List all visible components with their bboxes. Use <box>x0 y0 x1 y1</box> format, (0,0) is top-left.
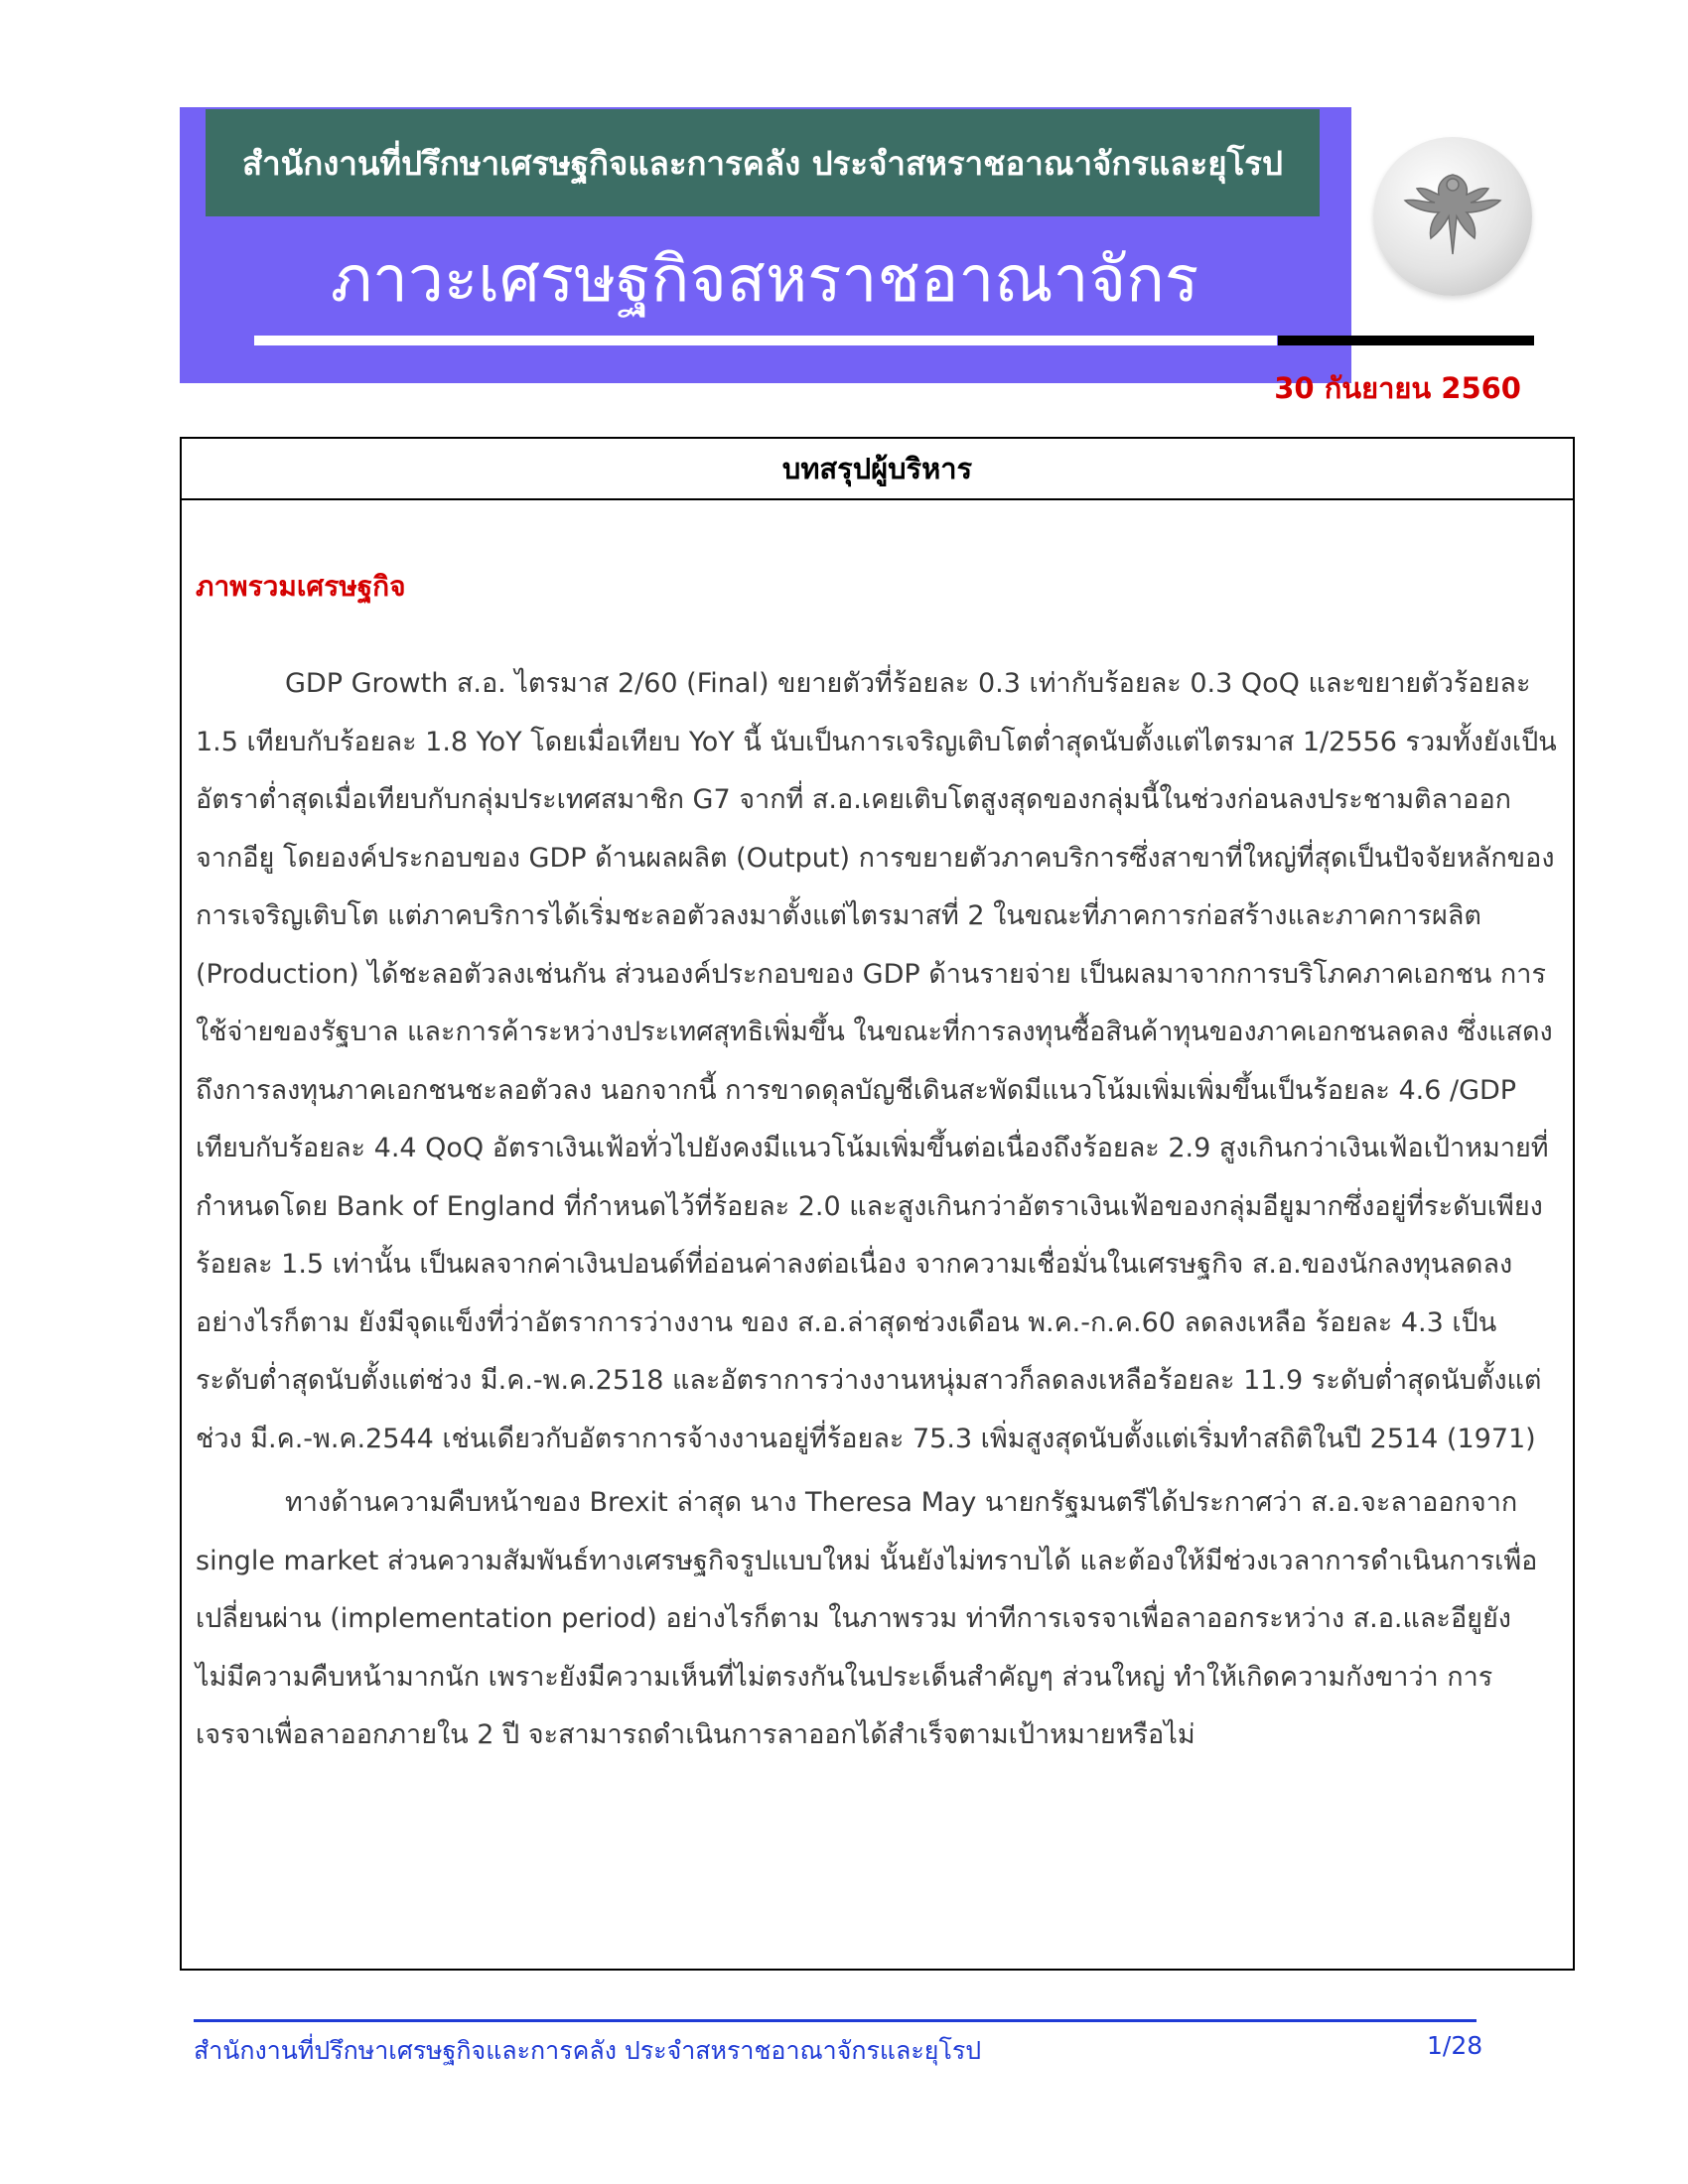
executive-summary-heading: บทสรุปผู้บริหาร <box>182 439 1573 500</box>
garuda-emblem-graphic <box>1373 137 1532 296</box>
title-underline <box>254 336 1277 345</box>
office-name: สำนักงานที่ปรึกษาเศรษฐกิจและการคลัง ประจำสหราชอาณาจักรและยุโรป <box>242 143 1283 183</box>
footer-office-name: สำนักงานที่ปรึกษาเศรษฐกิจและการคลัง ประจำสหราชอาณาจักรและยุโรป <box>194 2036 982 2065</box>
paragraph-brexit <box>196 1474 1558 1765</box>
report-title: ภาวะเศรษฐกิจสหราชอาณาจักร <box>330 243 1199 317</box>
summary-body <box>196 655 1558 1765</box>
section-title-economy-overview: ภาพรวมเศรษฐกิจ <box>196 570 406 603</box>
page-number: 1/28 <box>1427 2031 1483 2060</box>
paragraph-economy-text: GDP Growth ส.อ. ไตรมาส 2/60 (Final) ขยายตัวที่ร้อยละ 0.3 เท่ากับร้อยละ 0.3 QoQ และขยายตัวร้อยละ 1.5 เทียบกับร้อยละ 1.8 YoY โดยเมื่อเทียบ YoY นี้ นับเป็นการเจริญเติบโตต่ำสุดนับตั้งแต่ไตรมาส 1/2556 รวมทั้งยังเป็นอัตราต่ำสุดเมื่อเทียบกับกลุ่มประเทศสมาชิก G7 จากที่ ส.อ.เคยเติบโตสูงสุดของกลุ่มนี้ในช่วงก่อนลงประชามติลาออกจากอียู โดยองค์ประกอบของ GDP ด้านผลผลิต (Output) การขยายตัวภาคบริการซึ่งสาขาที่ใหญ่ที่สุดเป็นปัจจัยหลักของการเจริญเติบโต แต่ภาคบริการได้เริ่มชะลอตัวลงมาตั้งแต่ไตรมาสที่ 2 ในขณะที่ภาคการก่อสร้างและภาคการผลิต (Production) ได้ชะลอตัวลงเช่นกัน ส่วนองค์ประกอบของ GDP ด้านรายจ่าย เป็นผลมาจากการบริโภคภาคเอกชน การใช้จ่ายของรัฐบาล และการค้าระหว่างประเทศสุทธิเพิ่มขึ้น ในขณะที่การลงทุนซื้อสินค้าทุนของภาคเอกชนลดลง ซึ่งแสดงถึงการลงทุนภาคเอกชนชะลอตัวลง นอกจากนี้ การขาดดุลบัญชีเดินสะพัดมีแนวโน้มเพิ่มเพิ่มขึ้นเป็นร้อยละ 4.6 /GDP เทียบกับร้อยละ 4.4 QoQ อัตราเงินเฟ้อทั่วไปยังคงมีแนวโน้มเพิ่มขึ้นต่อเนื่องถึงร้อยละ 2.9 สูงเกินกว่าเงินเฟ้อเป้าหมายที่กำหนดโดย Bank of England ที่กำหนดไว้ที่ร้อยละ 2.0 และสูงเกินกว่าอัตราเงินเฟ้อของกลุ่มอียูมากซึ่งอยู่ที่ระดับเพียงร้อยละ 1.5 เท่านั้น เป็นผลจากค่าเงินปอนด์ที่อ่อนค่าลงต่อเนื่อง จากความเชื่อมั่นในเศรษฐกิจ ส.อ.ของนักลงทุนลดลง อย่างไรก็ตาม ยังมีจุดแข็งที่ว่าอัตราการว่างงาน ของ ส.อ.ล่าสุดช่วงเดือน พ.ค.-ก.ค.60 ลดลงเหลือ ร้อยละ 4.3 เป็นระดับต่ำสุดนับตั้งแต่ช่วง มี.ค.-พ.ค.2518 และอัตราการว่างงานหนุ่มสาวก็ลดลงเหลือร้อยละ 11.9 ระดับต่ำสุดนับตั้งแต่ช่วง มี.ค.-พ.ค.2544 เช่นเดียวกับอัตราการจ้างงานอยู่ที่ร้อยละ 75.3 เพิ่มสูงสุดนับตั้งแต่เริ่มทำสถิติในปี 2514 (1971) <box>196 668 1557 1454</box>
footer-rule <box>194 2019 1477 2022</box>
garuda-emblem-icon <box>1373 137 1532 296</box>
paragraph-brexit-text: ทางด้านความคืบหน้าของ Brexit ล่าสุด นาง Theresa May นายกรัฐมนตรีได้ประกาศว่า ส.อ.จะลาออกจาก single market ส่วนความสัมพันธ์ทางเศรษฐกิจรูปแบบใหม่ นั้นยังไม่ทราบได้ และต้องให้มีช่วงเวลาการดำเนินการเพื่อเปลี่ยนผ่าน (implementation period) อย่างไรก็ตาม ในภาพรวม ท่าทีการเจรจาเพื่อลาออกระหว่าง ส.อ.และอียูยังไม่มีความคืบหน้ามากนัก เพราะยังมีความเห็นที่ไม่ตรงกันในประเด็นสำคัญๆ ส่วนใหญ่ ทำให้เกิดความกังขาว่า การเจรจาเพื่อลาออกภายใน 2 ปี จะสามารถดำเนินการลาออกได้สำเร็จตามเป้าหมายหรือไม่ <box>196 1487 1538 1750</box>
paragraph-economy <box>196 655 1558 1468</box>
report-date: 30 กันยายน 2560 <box>1274 371 1521 405</box>
executive-summary-box <box>180 437 1575 1971</box>
date-rule <box>1278 336 1534 345</box>
office-name-bar <box>206 109 1320 216</box>
